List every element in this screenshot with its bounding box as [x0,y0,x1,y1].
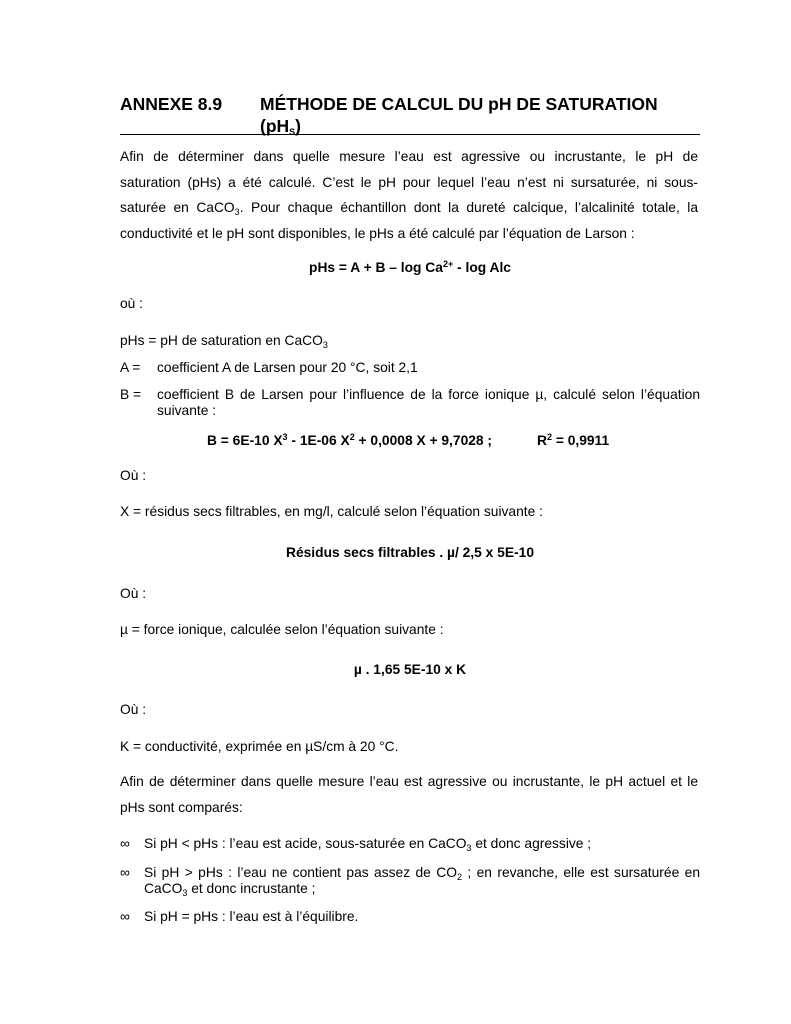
intro-line: Afin de déterminer dans quelle mesure l’eau est agressive ou incrustante, le pH de [120,149,698,164]
intro-paragraph [120,147,698,249]
annex-number: ANNEXE 8.9 [120,94,223,114]
where-label: Où : [120,702,147,717]
annex-title-main: MÉTHODE DE CALCUL DU pH DE SATURATION [260,94,658,114]
bullet-item [120,909,700,925]
annex-title-subscript: S [289,127,296,137]
intro-line: saturation (pHs) a été calculé. C’est le pH pour lequel l’eau n’est ni sursaturée, ni sous- [120,174,698,190]
definition-b [120,387,700,419]
infinity-bullet-icon: ∞ [120,836,130,851]
definition-k: K = conductivité, exprimée en µS/cm à 20 °C. [120,739,399,754]
intro-line [120,198,698,224]
bullet-subscript: 3 [182,888,188,898]
definition-text: pHs = pH de saturation en CaCO [120,333,323,348]
heading-divider [120,134,700,135]
equation-text: = 0,9911 [551,433,610,448]
definition-text: coefficient B de Larsen pour l’influence de la force ionique µ, calculé selon l’équation suivante : [157,387,700,418]
bullet-subscript: 2 [456,872,462,882]
bullet-text: Si pH = pHs : l’eau est à l’équilibre. [144,909,359,924]
bullet-text-part: Si pH < pHs : l’eau est acide, sous-saturée en CaCO [144,836,467,851]
bullet-item [120,865,700,897]
bullet-text-part: et donc agressive ; [471,836,592,851]
intro-text: saturée en CaCO [120,200,235,215]
bullet-item [120,836,700,852]
residus-equation: Résidus secs filtrables . µ/ 2,5 x 5E-10 [286,545,534,560]
bullet-text-part: ; en revanche, elle est sursaturée en CaCO [144,865,700,896]
definition-phs [120,331,328,351]
bullet-text-part: Si pH > pHs : l’eau ne contient pas assez de CO [144,865,457,880]
where-label: Où : [120,586,147,601]
equation-superscript: 2+ [442,259,454,269]
annex-title-pre: (pH [260,116,290,136]
where-label: où : [120,296,144,311]
infinity-bullet-icon: ∞ [120,865,130,880]
bullet-text-part: et donc incrustante ; [187,881,316,896]
bullet-subscript: 3 [466,843,472,853]
infinity-bullet-icon: ∞ [120,909,130,924]
equation-superscript: 2 [349,432,355,442]
b-formula [207,431,492,451]
equation-text: R [537,433,547,448]
equation-superscript: 3 [282,432,288,442]
comparison-paragraph [120,772,698,823]
comparison-line: pHs sont comparés: [120,799,243,815]
annex-title [260,93,700,137]
equation-superscript: 2 [546,432,552,442]
equation-text: B = 6E-10 X [207,433,283,448]
equation-text: pHs = A + B – log Ca [309,260,443,275]
where-label: Où : [120,468,147,483]
definition-text: coefficient A de Larsen pour 20 °C, soit 2,1 [157,360,418,375]
mu-equation: µ . 1,65 5E-10 x K [353,662,467,677]
definition-a [120,360,700,376]
intro-subscript: 3 [234,207,240,217]
definition-subscript: 3 [322,340,328,350]
definition-mu: µ = force ionique, calculée selon l’équation suivante : [120,622,444,637]
definition-x: X = résidus secs filtrables, en mg/l, calculé selon l’équation suivante : [120,504,543,519]
bullet-text [144,836,700,852]
annex-title-post: ) [295,116,301,136]
intro-text: . Pour chaque échantillon dont la dureté calcique, l’alcalinité totale, la [239,200,699,215]
equation-text: + 0,0008 X + 9,7028 ; [354,433,493,448]
r-squared [537,431,609,451]
bullet-text [144,865,700,897]
equation-text: - log Alc [453,260,511,275]
equation-text: - 1E-06 X [287,433,350,448]
definition-label: A = [120,360,141,375]
intro-line: conductivité et le pH sont disponibles, le pHs a été calculé par l’équation de Larson : [120,225,635,241]
larson-equation [120,258,700,278]
comparison-line: Afin de déterminer dans quelle mesure l’eau est agressive ou incrustante, le pH actuel et le [120,774,698,789]
definition-label: B = [120,387,142,402]
